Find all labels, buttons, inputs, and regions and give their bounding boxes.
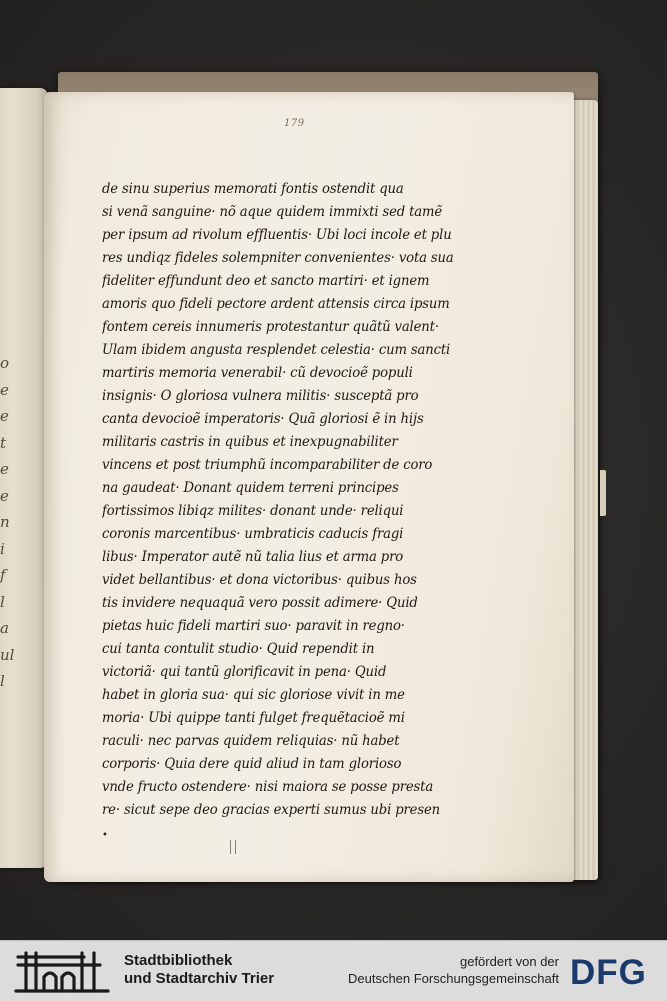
manuscript-line: si venã sanguine· nõ aque quidem immixti sed tamẽ bbox=[102, 204, 443, 220]
manuscript-line: amoris quo fideli pectore ardent attensis circa ipsum bbox=[102, 296, 450, 312]
manuscript-text-block bbox=[102, 178, 522, 822]
manuscript-line: videt bellantibus· et dona victoribus· quibus hos bbox=[102, 572, 417, 588]
library-name-line1: Stadtbibliothek bbox=[124, 952, 233, 969]
margin-dot: • bbox=[102, 830, 108, 841]
manuscript-line: moria· Ubi quippe tanti fulget frequẽtacioẽ mi bbox=[102, 710, 405, 726]
left-margin-letter: f bbox=[0, 566, 6, 584]
manuscript-line: fontem cereis innumeris protestantur quãtũ valent· bbox=[102, 319, 439, 335]
manuscript-line: martiris memoria venerabil· cũ devocioẽ populi bbox=[102, 365, 413, 381]
library-name bbox=[124, 952, 274, 988]
side-tab bbox=[600, 470, 606, 516]
funding-credit-line1: gefördert von der bbox=[459, 954, 559, 969]
funding-credit bbox=[348, 953, 559, 987]
footer-bar bbox=[0, 940, 667, 1001]
manuscript-line: pietas huic fideli martiri suo· paravit in regno· bbox=[102, 618, 405, 634]
left-margin-letter: i bbox=[0, 539, 5, 558]
manuscript-line: victoriã· qui tantũ glorificavit in pena· Quid bbox=[102, 664, 387, 680]
dfg-logo-icon bbox=[568, 953, 660, 989]
library-name-line2: und Stadtarchiv Trier bbox=[124, 970, 275, 987]
bottom-margin-mark bbox=[230, 840, 236, 854]
manuscript-line: tis invidere nequaquã vero possit adimere· Quid bbox=[102, 595, 418, 611]
left-margin-letter: e bbox=[0, 407, 9, 425]
left-margin-letter: ul bbox=[0, 645, 15, 664]
manuscript-line: na gaudeat· Donant quidem terreni principes bbox=[102, 480, 399, 496]
manuscript-page bbox=[44, 92, 574, 882]
manuscript-line: fideliter effundunt deo et sancto martiri· et ignem bbox=[102, 273, 430, 289]
folio-number: 179 bbox=[284, 118, 305, 129]
manuscript-line: vnde fructo ostendere· nisi maiora se posse presta bbox=[102, 779, 434, 795]
manuscript-line: libus· Imperator autẽ nũ talia lius et arma pro bbox=[102, 549, 404, 565]
manuscript-line: corporis· Quia dere quid aliud in tam glorioso bbox=[102, 756, 402, 772]
left-margin-letter: e bbox=[0, 486, 9, 505]
manuscript-line: canta devocioẽ imperatoris· Quã gloriosi ẽ in hijs bbox=[102, 411, 424, 427]
manuscript-line: insignis· O gloriosa vulnera militis· susceptã pro bbox=[102, 388, 419, 404]
dfg-logo-text: DFG bbox=[570, 953, 647, 989]
manuscript-line: per ipsum ad rivolum effluentis· Ubi loci incole et plu bbox=[102, 227, 452, 243]
manuscript-line: re· sicut sepe deo gracias experti sumus ubi presen bbox=[102, 802, 441, 818]
left-margin-letter: e bbox=[0, 380, 9, 399]
manuscript-line: fortissimos libiqz milites· donant unde· reliqui bbox=[102, 503, 404, 519]
left-margin-letter: l bbox=[0, 672, 5, 690]
manuscript-line: cui tanta contulit studio· Quid rependit in bbox=[102, 641, 375, 657]
manuscript-line: vincens et post triumphũ incomparabiliter de coro bbox=[102, 457, 433, 473]
left-page-edge bbox=[0, 88, 48, 868]
stadtbibliothek-logo-icon bbox=[14, 947, 112, 995]
left-page-margin-letters bbox=[0, 88, 14, 868]
manuscript-line: de sinu superius memorati fontis ostendit qua bbox=[102, 181, 404, 197]
funding-credit-line2: Deutschen Forschungsgemeinschaft bbox=[347, 971, 559, 986]
left-margin-letter: a bbox=[0, 619, 9, 637]
manuscript-line: Ulam ibidem angusta resplendet celestia· cum sancti bbox=[102, 342, 451, 358]
left-margin-letter: t bbox=[0, 433, 7, 452]
left-margin-letter: l bbox=[0, 592, 5, 611]
manuscript-line: res undiqz fideles solempniter convenientes· vota sua bbox=[102, 250, 454, 266]
manuscript-line: raculi· nec parvas quidem reliquias· nũ habet bbox=[102, 733, 400, 749]
left-margin-letter: o bbox=[0, 354, 10, 372]
manuscript-line: coronis marcentibus· umbraticis caducis fragi bbox=[102, 526, 404, 542]
manuscript-line: militaris castris in quibus et inexpugnabiliter bbox=[102, 434, 398, 450]
left-margin-letter: n bbox=[0, 513, 10, 531]
manuscript-line: habet in gloria sua· qui sic gloriose vivit in me bbox=[102, 687, 405, 703]
left-margin-letter: e bbox=[0, 460, 9, 478]
